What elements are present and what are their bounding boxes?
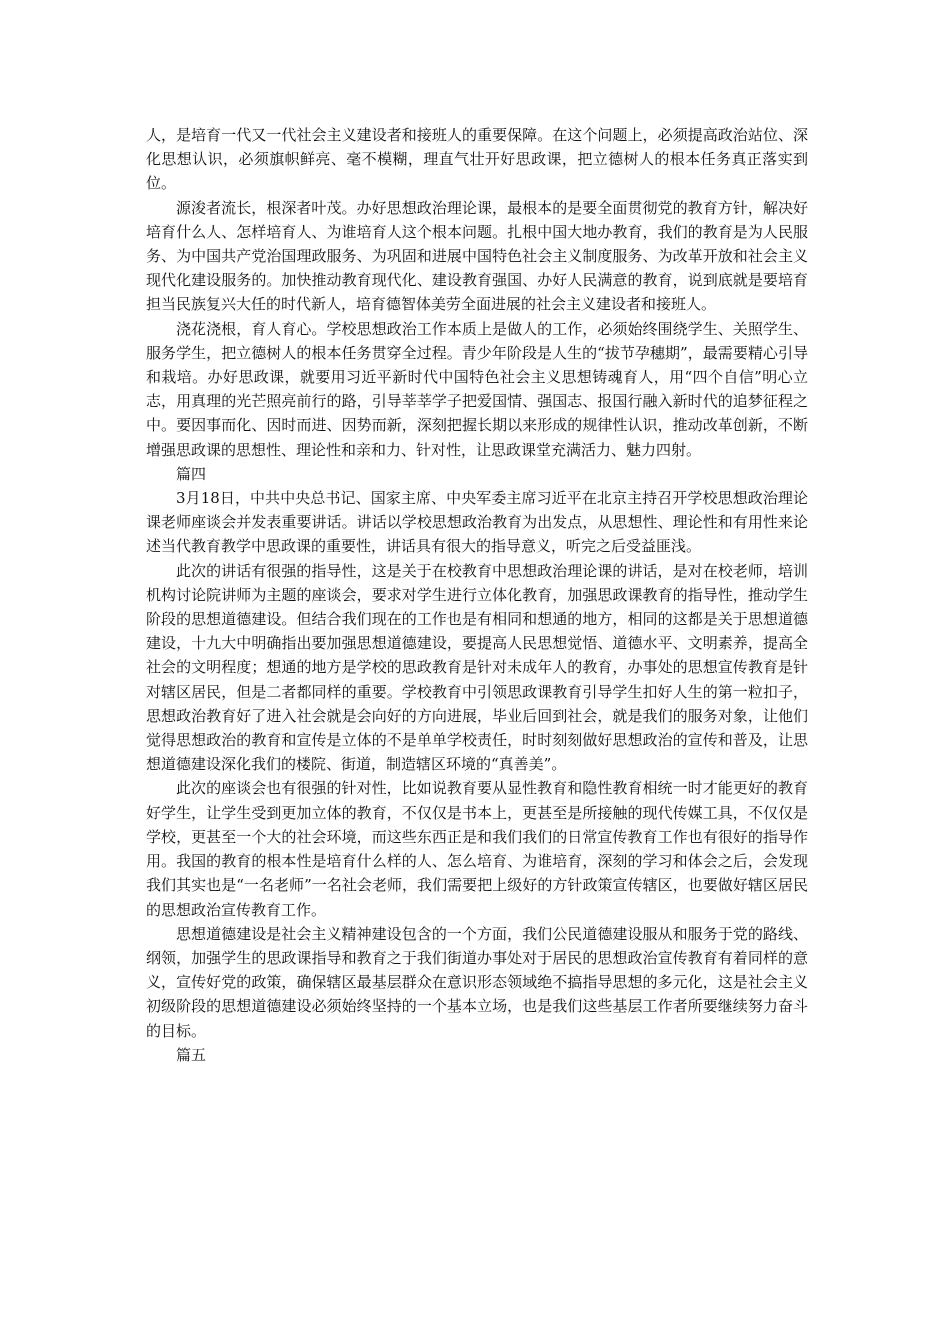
paragraph: 此次的讲话有很强的指导性，这是关于在校教育中思想政治理论课的讲话，是对在校老师，培训机构讨论院讲师为主题的座谈会，要求对学生进行立体化教育，加强思政课教育的指导性，推动学生阶段的思想道德建设。但结合我们现在的工作也是有相同和想通的地方，相同的这都是关于思想道德建设，十九大中明确指出要加强思想道德建设，要提高人民思想觉悟、道德水平、文明素养，提高全社会的文明程度；想通的地方是学校的思政教育是针对未成年人的教育，办事处的思想宣传教育是针对辖区居民，但是二者都同样的重要。学校教育中引领思政课教育引导学生扣好人生的第一粒扣子，思想政治教育好了进入社会就是会向好的方向进展，毕业后回到社会，就是我们的服务对象，让他们觉得思想政治的教育和宣传是立体的不是单单学校责任，时时刻刻做好思想政治的宣传和普及，让思想道德建设深化我们的楼院、街道，制造辖区环境的“真善美”。 <box>146 561 808 774</box>
section-heading: 篇五 <box>176 1045 207 1064</box>
paragraph: 此次的座谈会也有很强的针对性，比如说教育要从显性教育和隐性教育相统一时才能更好的教育好学生，让学生受到更加立体的教育，不仅仅是书本上，更甚至是所接触的现代传媒工具，不仅仅是学校，更甚至一个大的社会环境，而这些东西正是和我们我们的日常宣传教育工作也有很好的指导作用。我国的教育的根本性是培育什么样的人、怎么培育、为谁培育，深刻的学习和体会之后，会发现我们其实也是“一名老师”一名社会老师，我们需要把上级好的方针政策宣传辖区，也要做好辖区居民的思想政治宣传教育工作。 <box>146 779 808 919</box>
section-heading: 篇四 <box>176 464 207 483</box>
paragraph: 源浚者流长，根深者叶茂。办好思想政治理论课，最根本的是要全面贯彻党的教育方针，解决好培育什么人、怎样培育人、为谁培育人这个根本问题。扎根中国大地办教育，我们的教育是为人民服务、为中国共产党治国理政服务、为巩固和进展中国特色社会主义制度服务、为改革开放和社会主义现代化建设服务的。加快推动教育现代化、建设教育强国、办好人民满意的教育，说到底就是要培育担当民族复兴大任的时代新人，培育德智体美劳全面进展的社会主义建设者和接班人。 <box>146 198 808 314</box>
paragraph: 3月18日，中共中央总书记、国家主席、中央军委主席习近平在北京主持召开学校思想政治理论课老师座谈会并发表重要讲话。讲话以学校思想政治教育为出发点，从思想性、理论性和有用性来论述当代教育教学中思政课的重要性，讲话具有很大的指导意义，听完之后受益匪浅。 <box>146 489 808 556</box>
paragraph-continued: 人，是培育一代又一代社会主义建设者和接班人的重要保障。在这个问题上，必须提高政治站位、深化思想认识，必须旗帜鲜亮、毫不模糊，理直气壮开好思政课，把立德树人的根本任务真正落实到位。 <box>146 126 808 193</box>
paragraph: 浇花浇根，育人育心。学校思想政治工作本质上是做人的工作，必须始终围绕学生、关照学生、服务学生，把立德树人的根本任务贯穿全过程。青少年阶段是人生的“拔节孕穗期”，最需要精心引导和栽培。办好思政课，就要用习近平新时代中国特色社会主义思想铸魂育人，用“四个自信”明心立志，用真理的光芒照亮前行的路，引导莘莘学子把爱国情、强国志、报国行融入新时代的追梦征程之中。要因事而化、因时而进、因势而新，深刻把握长期以来形成的规律性认识，推动改革创新，不断增强思政课的思想性、理论性和亲和力、针对性，让思政课堂充满活力、魅力四射。 <box>146 319 808 459</box>
paragraph: 思想道德建设是社会主义精神建设包含的一个方面，我们公民道德建设服从和服务于党的路线、纲领，加强学生的思政课指导和教育之于我们街道办事处对于居民的思想政治宣传教育有着同样的意义，宣传好党的政策，确保辖区最基层群众在意识形态领域绝不搞指导思想的多元化，这是社会主义初级阶段的思想道德建设必须始终坚持的一个基本立场，也是我们这些基层工作者所要继续努力奋斗的目标。 <box>146 924 808 1040</box>
document-body <box>146 123 808 1067</box>
